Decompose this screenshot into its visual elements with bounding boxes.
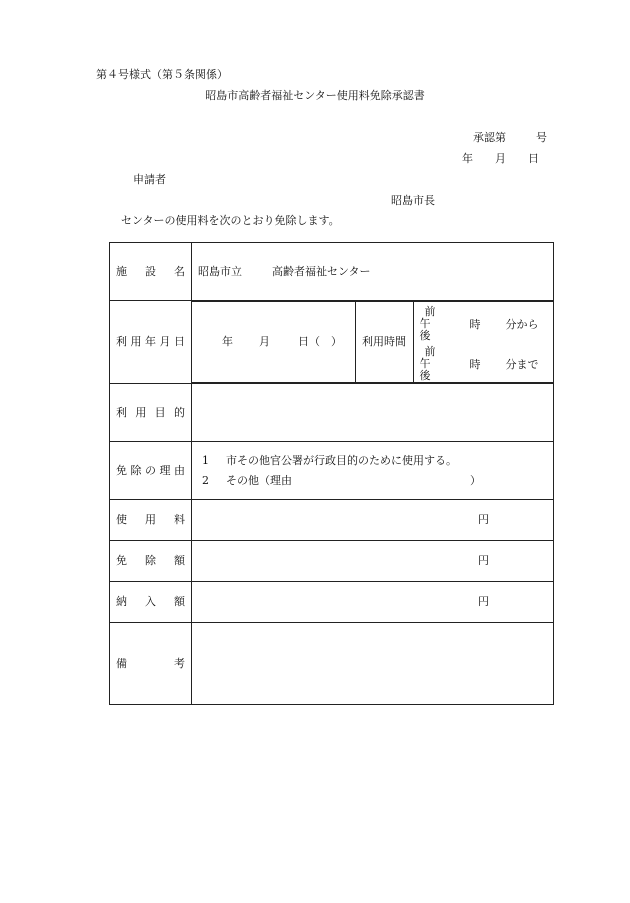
approval-prefix: 承認第 <box>473 131 506 144</box>
row-fee <box>110 500 554 541</box>
approval-suffix: 号 <box>536 131 547 144</box>
use-time-cell <box>413 302 554 383</box>
form-reference: 第４号様式（第５条関係） <box>96 68 228 81</box>
end-hour: 時 <box>469 358 481 371</box>
purpose-label: 利用目的 <box>110 384 192 442</box>
date-month: 月 <box>495 152 506 165</box>
remarks-label: 備考 <box>110 623 192 705</box>
row-purpose <box>110 384 554 442</box>
mayor-label: 昭島市長 <box>391 194 435 207</box>
date-day: 日 <box>528 152 539 165</box>
lead-text: センターの使用料を次のとおり免除します。 <box>121 214 340 227</box>
purpose-value <box>192 384 554 442</box>
end-minute: 分まで <box>505 358 539 371</box>
time-start <box>414 302 554 342</box>
reason-value <box>192 442 554 500</box>
use-month: 月 <box>259 335 270 348</box>
remarks-value <box>192 623 554 705</box>
use-date-label: 利用年月日 <box>110 301 192 384</box>
exemption-value: 円 <box>192 541 554 582</box>
facility-prefix: 昭島市立 <box>198 264 242 278</box>
start-pm: 午後 <box>419 317 431 342</box>
approval-table <box>109 242 554 705</box>
reason-item-1: 1 市その他官公署が行政目的のために使用する。 <box>202 453 457 467</box>
date-year: 年 <box>462 152 473 165</box>
use-date-ymd <box>192 302 355 383</box>
payment-value: 円 <box>192 582 554 623</box>
time-end <box>414 342 554 382</box>
document-title: 昭島市高齢者福祉センター使用料免除承認書 <box>205 89 425 102</box>
facility-name: 高齢者福祉センター <box>272 264 371 278</box>
fee-label: 使用料 <box>110 500 192 541</box>
use-year: 年 <box>222 335 233 348</box>
start-am: 前 <box>424 305 436 318</box>
reason-label: 免除の理由 <box>110 442 192 500</box>
end-am: 前 <box>424 345 436 358</box>
use-date-inner <box>192 301 554 383</box>
row-facility <box>110 243 554 301</box>
approval-number <box>473 131 547 145</box>
payment-label: 納入額 <box>110 582 192 623</box>
use-time-label: 利用時間 <box>355 302 413 383</box>
applicant-label: 申請者 <box>133 173 166 186</box>
exemption-label: 免除額 <box>110 541 192 582</box>
fee-value: 円 <box>192 500 554 541</box>
start-minute: 分から <box>505 318 539 331</box>
start-hour: 時 <box>469 318 481 331</box>
row-reason <box>110 442 554 500</box>
use-weekday: （ ） <box>309 335 342 348</box>
issue-date <box>462 152 539 166</box>
use-day: 日 <box>298 335 309 348</box>
facility-value <box>192 243 554 301</box>
row-payment <box>110 582 554 623</box>
row-exemption <box>110 541 554 582</box>
row-use-date <box>110 301 554 384</box>
use-date-cell <box>192 301 554 384</box>
reason-item-2: 2 その他（理由 ） <box>202 473 481 487</box>
row-remarks <box>110 623 554 705</box>
facility-label: 施設名 <box>110 243 192 301</box>
end-pm: 午後 <box>419 357 431 382</box>
